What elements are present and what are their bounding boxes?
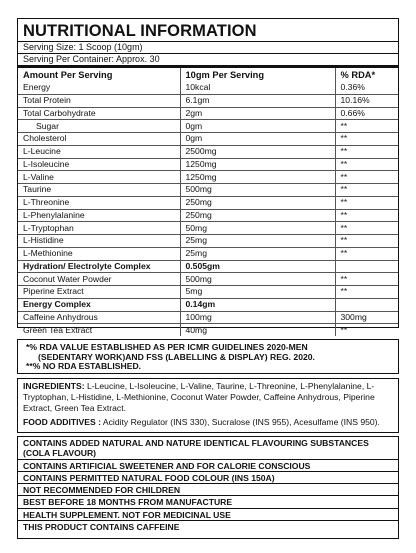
nutrition-row bbox=[18, 107, 398, 120]
nutrient-amount: 0.505gm bbox=[180, 260, 335, 273]
nutrient-rda: 10.16% bbox=[335, 94, 398, 107]
nutrient-name: Total Carbohydrate bbox=[18, 107, 180, 120]
nutrition-title: NUTRITIONAL INFORMATION bbox=[18, 19, 398, 42]
warning-line: THIS PRODUCT CONTAINS CAFFEINE bbox=[23, 522, 180, 533]
nutrient-name: L-Phenylalanine bbox=[18, 209, 180, 222]
warning-line: BEST BEFORE 18 MONTHS FROM MANUFACTURE bbox=[18, 496, 398, 508]
servings-per-container: Serving Per Container: Approx. 30 bbox=[18, 54, 398, 68]
nutrient-amount: 10kcal bbox=[180, 82, 335, 94]
nutrient-rda: ** bbox=[335, 184, 398, 197]
rda-notes bbox=[17, 339, 399, 374]
rda-note-line: (SEDENTARY WORK)AND FSS (LABELLING & DISPLAY) REG. 2020. bbox=[38, 351, 315, 362]
food-additives-label: FOOD ADDITIVES : bbox=[23, 417, 101, 428]
warning-line: HEALTH SUPPLEMENT. NOT FOR MEDICINAL USE bbox=[18, 509, 398, 521]
nutrient-name: Energy Complex bbox=[18, 298, 180, 311]
nutrient-name: Coconut Water Powder bbox=[18, 273, 180, 286]
food-additives-text bbox=[23, 417, 393, 428]
nutrient-amount: 250mg bbox=[180, 196, 335, 209]
nutrient-name: Hydration/ Electrolyte Complex bbox=[18, 260, 180, 273]
nutrient-name: L-Tryptophan bbox=[18, 222, 180, 235]
header-per-serving: 10gm Per Serving bbox=[180, 68, 335, 82]
nutrient-rda: ** bbox=[335, 286, 398, 299]
nutrition-row bbox=[18, 82, 398, 94]
warning-line: CONTAINS ARTIFICIAL SWEETENER AND FOR CALORIE CONSCIOUS bbox=[18, 460, 398, 472]
nutrient-rda: ** bbox=[340, 324, 348, 335]
nutrient-amount: 40mg bbox=[180, 324, 335, 336]
ingredients-label: INGREDIENTS: bbox=[23, 381, 85, 391]
nutrition-row bbox=[18, 324, 398, 336]
nutrient-rda bbox=[335, 298, 398, 311]
rda-note-line: **% NO RDA ESTABLISHED. bbox=[26, 361, 142, 372]
nutrition-row bbox=[18, 171, 398, 184]
nutrient-amount: 25mg bbox=[180, 235, 335, 248]
nutrition-row bbox=[18, 311, 398, 324]
nutrient-amount: 2gm bbox=[180, 107, 335, 120]
nutrient-amount: 500mg bbox=[180, 273, 335, 286]
nutrient-name: Taurine bbox=[18, 184, 180, 197]
nutrition-row bbox=[18, 260, 398, 273]
nutrition-row bbox=[18, 209, 398, 222]
nutrition-facts-panel bbox=[17, 18, 399, 335]
nutrient-amount: 25mg bbox=[180, 247, 335, 260]
nutrition-row bbox=[18, 120, 398, 133]
nutrient-rda: ** bbox=[335, 222, 398, 235]
nutrition-row bbox=[18, 273, 398, 286]
nutrition-header-row bbox=[18, 68, 398, 82]
nutrient-name: L-Histidine bbox=[18, 235, 180, 248]
nutrient-name: Green Tea Extract bbox=[18, 324, 180, 336]
nutrient-rda: ** bbox=[335, 133, 398, 146]
nutrition-row bbox=[18, 94, 398, 107]
nutrient-rda: 0.36% bbox=[335, 82, 398, 94]
warning-line: CONTAINS PERMITTED NATURAL FOOD COLOUR (INS 150A) bbox=[18, 472, 398, 484]
nutrient-rda: 0.66% bbox=[335, 107, 398, 120]
nutrition-row bbox=[18, 247, 398, 260]
nutrition-row bbox=[18, 158, 398, 171]
nutrient-rda: ** bbox=[335, 120, 398, 133]
nutrient-name: L-Threonine bbox=[18, 196, 180, 209]
nutrient-rda: ** bbox=[335, 209, 398, 222]
nutrient-name: Piperine Extract bbox=[18, 286, 180, 299]
nutrition-row bbox=[18, 196, 398, 209]
nutrient-rda: ** bbox=[335, 196, 398, 209]
nutrient-name: L-Methionine bbox=[18, 247, 180, 260]
nutrition-row bbox=[18, 298, 398, 311]
nutrient-amount: 2500mg bbox=[180, 145, 335, 158]
nutrition-row bbox=[18, 145, 398, 158]
nutrition-row bbox=[18, 235, 398, 248]
rda-note-line: *% RDA VALUE ESTABLISHED AS PER ICMR GUIDELINES 2020-MEN bbox=[26, 342, 308, 352]
nutrient-rda: ** bbox=[335, 158, 398, 171]
nutrient-rda: ** bbox=[335, 247, 398, 260]
serving-size: Serving Size: 1 Scoop (10gm) bbox=[18, 42, 398, 54]
ingredients-list: L-Leucine, L-Isoleucine, L-Valine, Taurine, L-Threonine, L-Phenylalanine, L-Tryptophan, L-Histidine, L-Methionine, Coconut Water Powder, Caffeine Anhydrous, Piperine Extract, Green Tea Extract. bbox=[23, 381, 375, 413]
ingredients-panel bbox=[17, 378, 399, 433]
nutrient-name: L-Valine bbox=[18, 171, 180, 184]
nutrient-amount: 100mg bbox=[180, 311, 335, 324]
nutrient-name: L-Isoleucine bbox=[18, 158, 180, 171]
nutrient-amount: 6.1gm bbox=[180, 94, 335, 107]
nutrient-amount: 250mg bbox=[180, 209, 335, 222]
nutrition-row bbox=[18, 184, 398, 197]
nutrient-rda bbox=[335, 260, 398, 273]
nutrition-table bbox=[18, 68, 398, 336]
nutrient-name: Cholesterol bbox=[18, 133, 180, 146]
nutrient-amount: 0.14gm bbox=[180, 298, 335, 311]
nutrition-row bbox=[18, 222, 398, 235]
nutrient-name: Caffeine Anhydrous bbox=[18, 311, 180, 324]
nutrient-name: Total Protein bbox=[18, 94, 180, 107]
nutrient-amount: 50mg bbox=[180, 222, 335, 235]
nutrient-rda: ** bbox=[335, 235, 398, 248]
food-additives-list: Acidity Regulator (INS 330), Sucralose (INS 955), Acesulfame (INS 950). bbox=[100, 417, 380, 428]
nutrition-row bbox=[18, 133, 398, 146]
nutrient-amount: 5mg bbox=[180, 286, 335, 299]
nutrient-name: L-Leucine bbox=[18, 145, 180, 158]
warning-line: CONTAINS ADDED NATURAL AND NATURE IDENTICAL FLAVOURING SUBSTANCES (COLA FLAVOUR) bbox=[18, 437, 398, 460]
nutrient-amount: 1250mg bbox=[180, 158, 335, 171]
nutrient-amount: 0gm bbox=[180, 133, 335, 146]
ingredients-text bbox=[23, 381, 393, 413]
header-amount-per-serving: Amount Per Serving bbox=[18, 68, 180, 82]
nutrient-rda: ** bbox=[335, 171, 398, 184]
warning-line: NOT RECOMMENDED FOR CHILDREN bbox=[18, 484, 398, 496]
nutrient-rda: ** bbox=[335, 145, 398, 158]
nutrient-amount: 0gm bbox=[180, 120, 335, 133]
nutrient-amount: 500mg bbox=[180, 184, 335, 197]
nutrient-rda: 300mg bbox=[335, 311, 398, 324]
nutrient-name: Sugar bbox=[18, 120, 180, 133]
nutrient-amount: 1250mg bbox=[180, 171, 335, 184]
nutrient-name: Energy bbox=[18, 82, 180, 94]
header-rda: % RDA* bbox=[340, 69, 376, 80]
warnings-panel bbox=[17, 436, 399, 539]
nutrient-rda: ** bbox=[335, 273, 398, 286]
nutrition-row bbox=[18, 286, 398, 299]
